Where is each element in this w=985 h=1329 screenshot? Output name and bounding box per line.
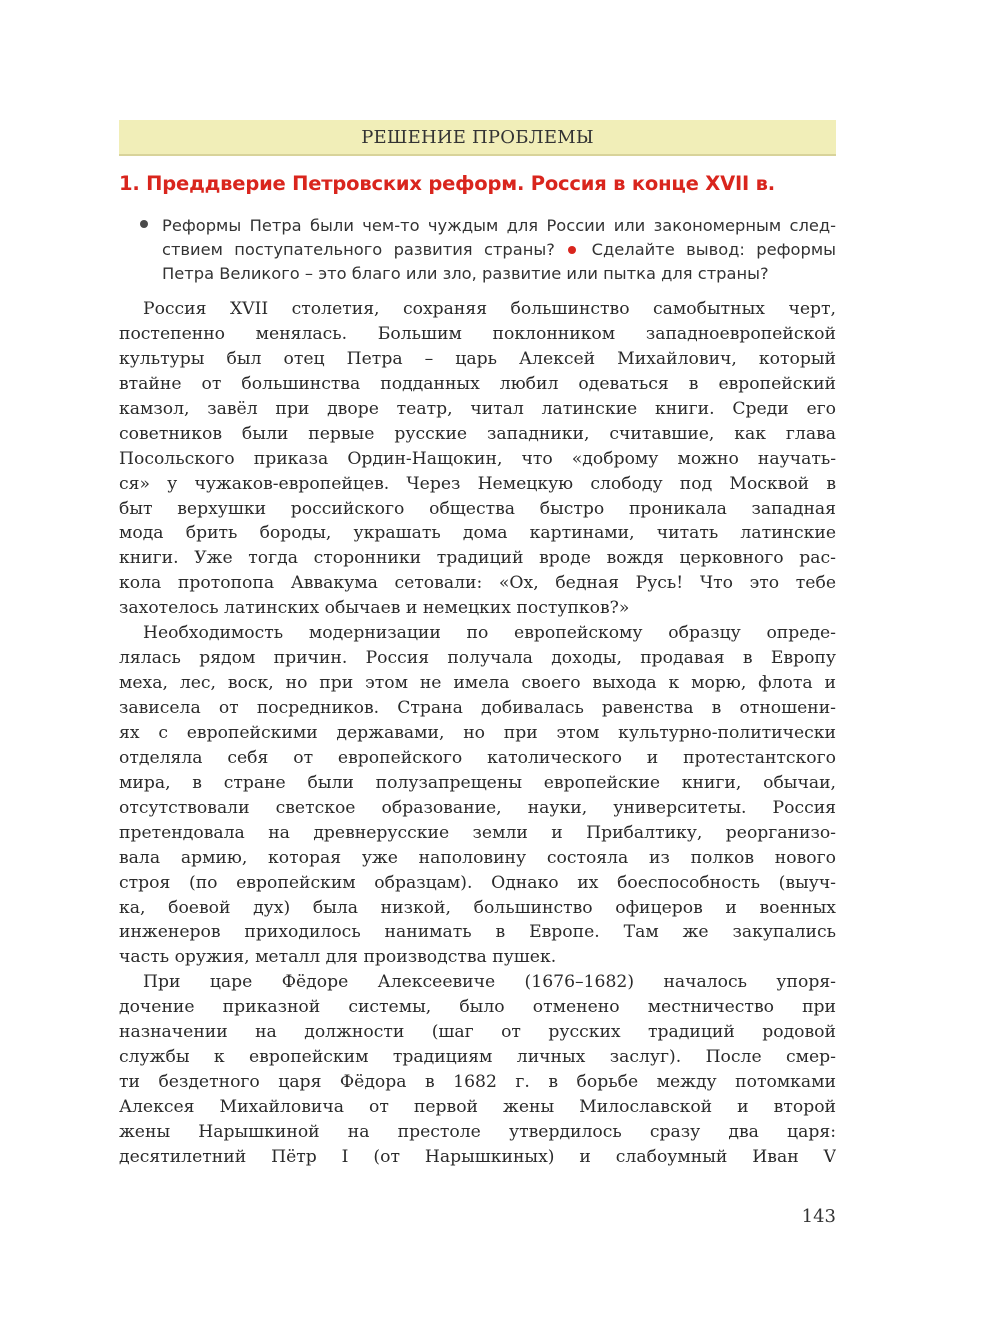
question-text: ствием поступательного развития страны? [162,240,555,259]
question-text: Сделайте вывод: реформы [591,240,836,259]
body-text [119,297,836,1170]
body-line: претендовала на древнерусские земли и Прибалтику, реорганизо- [119,822,836,843]
body-line: ях с европейскими державами, но при этом культурно-политически [119,722,836,743]
body-line: книги. Уже тогда сторонники традиций вроде вождя церковного рас- [119,548,836,569]
body-line: службы к европейским традициям личных заслуг). После смер- [119,1047,836,1068]
body-line: жены Нарышкиной на престоле утвердилось сразу два царя: [119,1121,836,1142]
body-line: ка, боевой дух) была низкой, большинство офицеров и военных [119,897,836,918]
body-line: часть оружия, металл для производства пушек. [119,947,557,968]
body-line: культуры был отец Петра – царь Алексей Михайлович, который [119,348,836,369]
body-line: кола протопопа Аввакума сетовали: «Ох, бедная Русь! Что это тебе [119,573,836,594]
body-line: быт верхушки российского общества быстро проникала западная [119,498,836,519]
red-bullet-icon [568,246,576,254]
body-line: камзол, завёл при дворе театр, читал латинские книги. Среди его [119,398,836,419]
question-line: Реформы Петра были чем-то чуждым для России или закономерным след- [162,216,836,235]
question-line: Петра Великого – это благо или зло, развитие или пытка для страны? [162,264,769,283]
body-line: Алексея Михайловича от первой жены Милославской и второй [119,1097,836,1117]
section-banner [119,120,836,156]
body-line: отделяла себя от европейского католического и протестантского [119,747,836,768]
body-line: лялась рядом причин. Россия получала доходы, продавая в Европу [119,648,836,669]
body-line: инженеров приходилось нанимать в Европе. Там же закупались [119,922,836,943]
body-line: При царе Фёдоре Алексеевиче (1676–1682) началось упоря- [143,972,836,993]
body-line: захотелось латинских обычаев и немецких поступков?» [119,598,630,619]
body-line: советников были первые русские западники, считавшие, как глава [119,423,836,444]
body-line: меха, лес, воск, но при этом не имела своего выхода к морю, флота и [119,673,836,694]
bullet-icon [140,220,148,228]
body-line: Посольского приказа Ордин-Нащокин, что «доброму можно научать- [119,448,836,469]
body-line: зависела от посредников. Страна добивалась равенства в отношени- [119,698,836,718]
section-heading: 1. Преддверие Петровских реформ. Россия в конце XVII в. [119,172,776,195]
body-line: Необходимость модернизации по европейскому образцу опреде- [143,623,836,644]
body-line: постепенно менялась. Большим поклонником западноевропейской [119,323,836,344]
body-line: ти бездетного царя Фёдора в 1682 г. в борьбе между потомками [119,1072,836,1093]
banner-title: РЕШЕНИЕ ПРОБЛЕМЫ [361,126,594,148]
body-line: вала армию, которая уже наполовину состояла из полков нового [119,847,836,868]
question-line [162,238,836,262]
body-line: десятилетний Пётр I (от Нарышкиных) и слабоумный Иван V [119,1146,836,1167]
body-line: втайне от большинства подданных любил одеваться в европейский [119,373,836,394]
body-line: мира, в стране были полузапрещены европейские книги, обычаи, [119,772,836,793]
body-line: ся» у чужаков-европейцев. Через Немецкую слободу под Москвой в [119,473,836,494]
body-line: Россия XVII столетия, сохраняя большинство самобытных черт, [143,299,836,319]
body-line: строя (по европейским образцам). Однако их боеспособность (выуч- [119,872,836,893]
problem-questions [162,214,836,286]
body-line: отсутствовали светское образование, науки, университеты. Россия [119,797,836,818]
body-line: назначении на должности (шаг от русских традиций родовой [119,1022,836,1043]
body-line: мода брить бороды, украшать дома картинами, читать латинские [119,523,836,544]
body-line: дочение приказной системы, было отменено местничество при [119,997,836,1018]
page-number: 143 [801,1206,836,1227]
